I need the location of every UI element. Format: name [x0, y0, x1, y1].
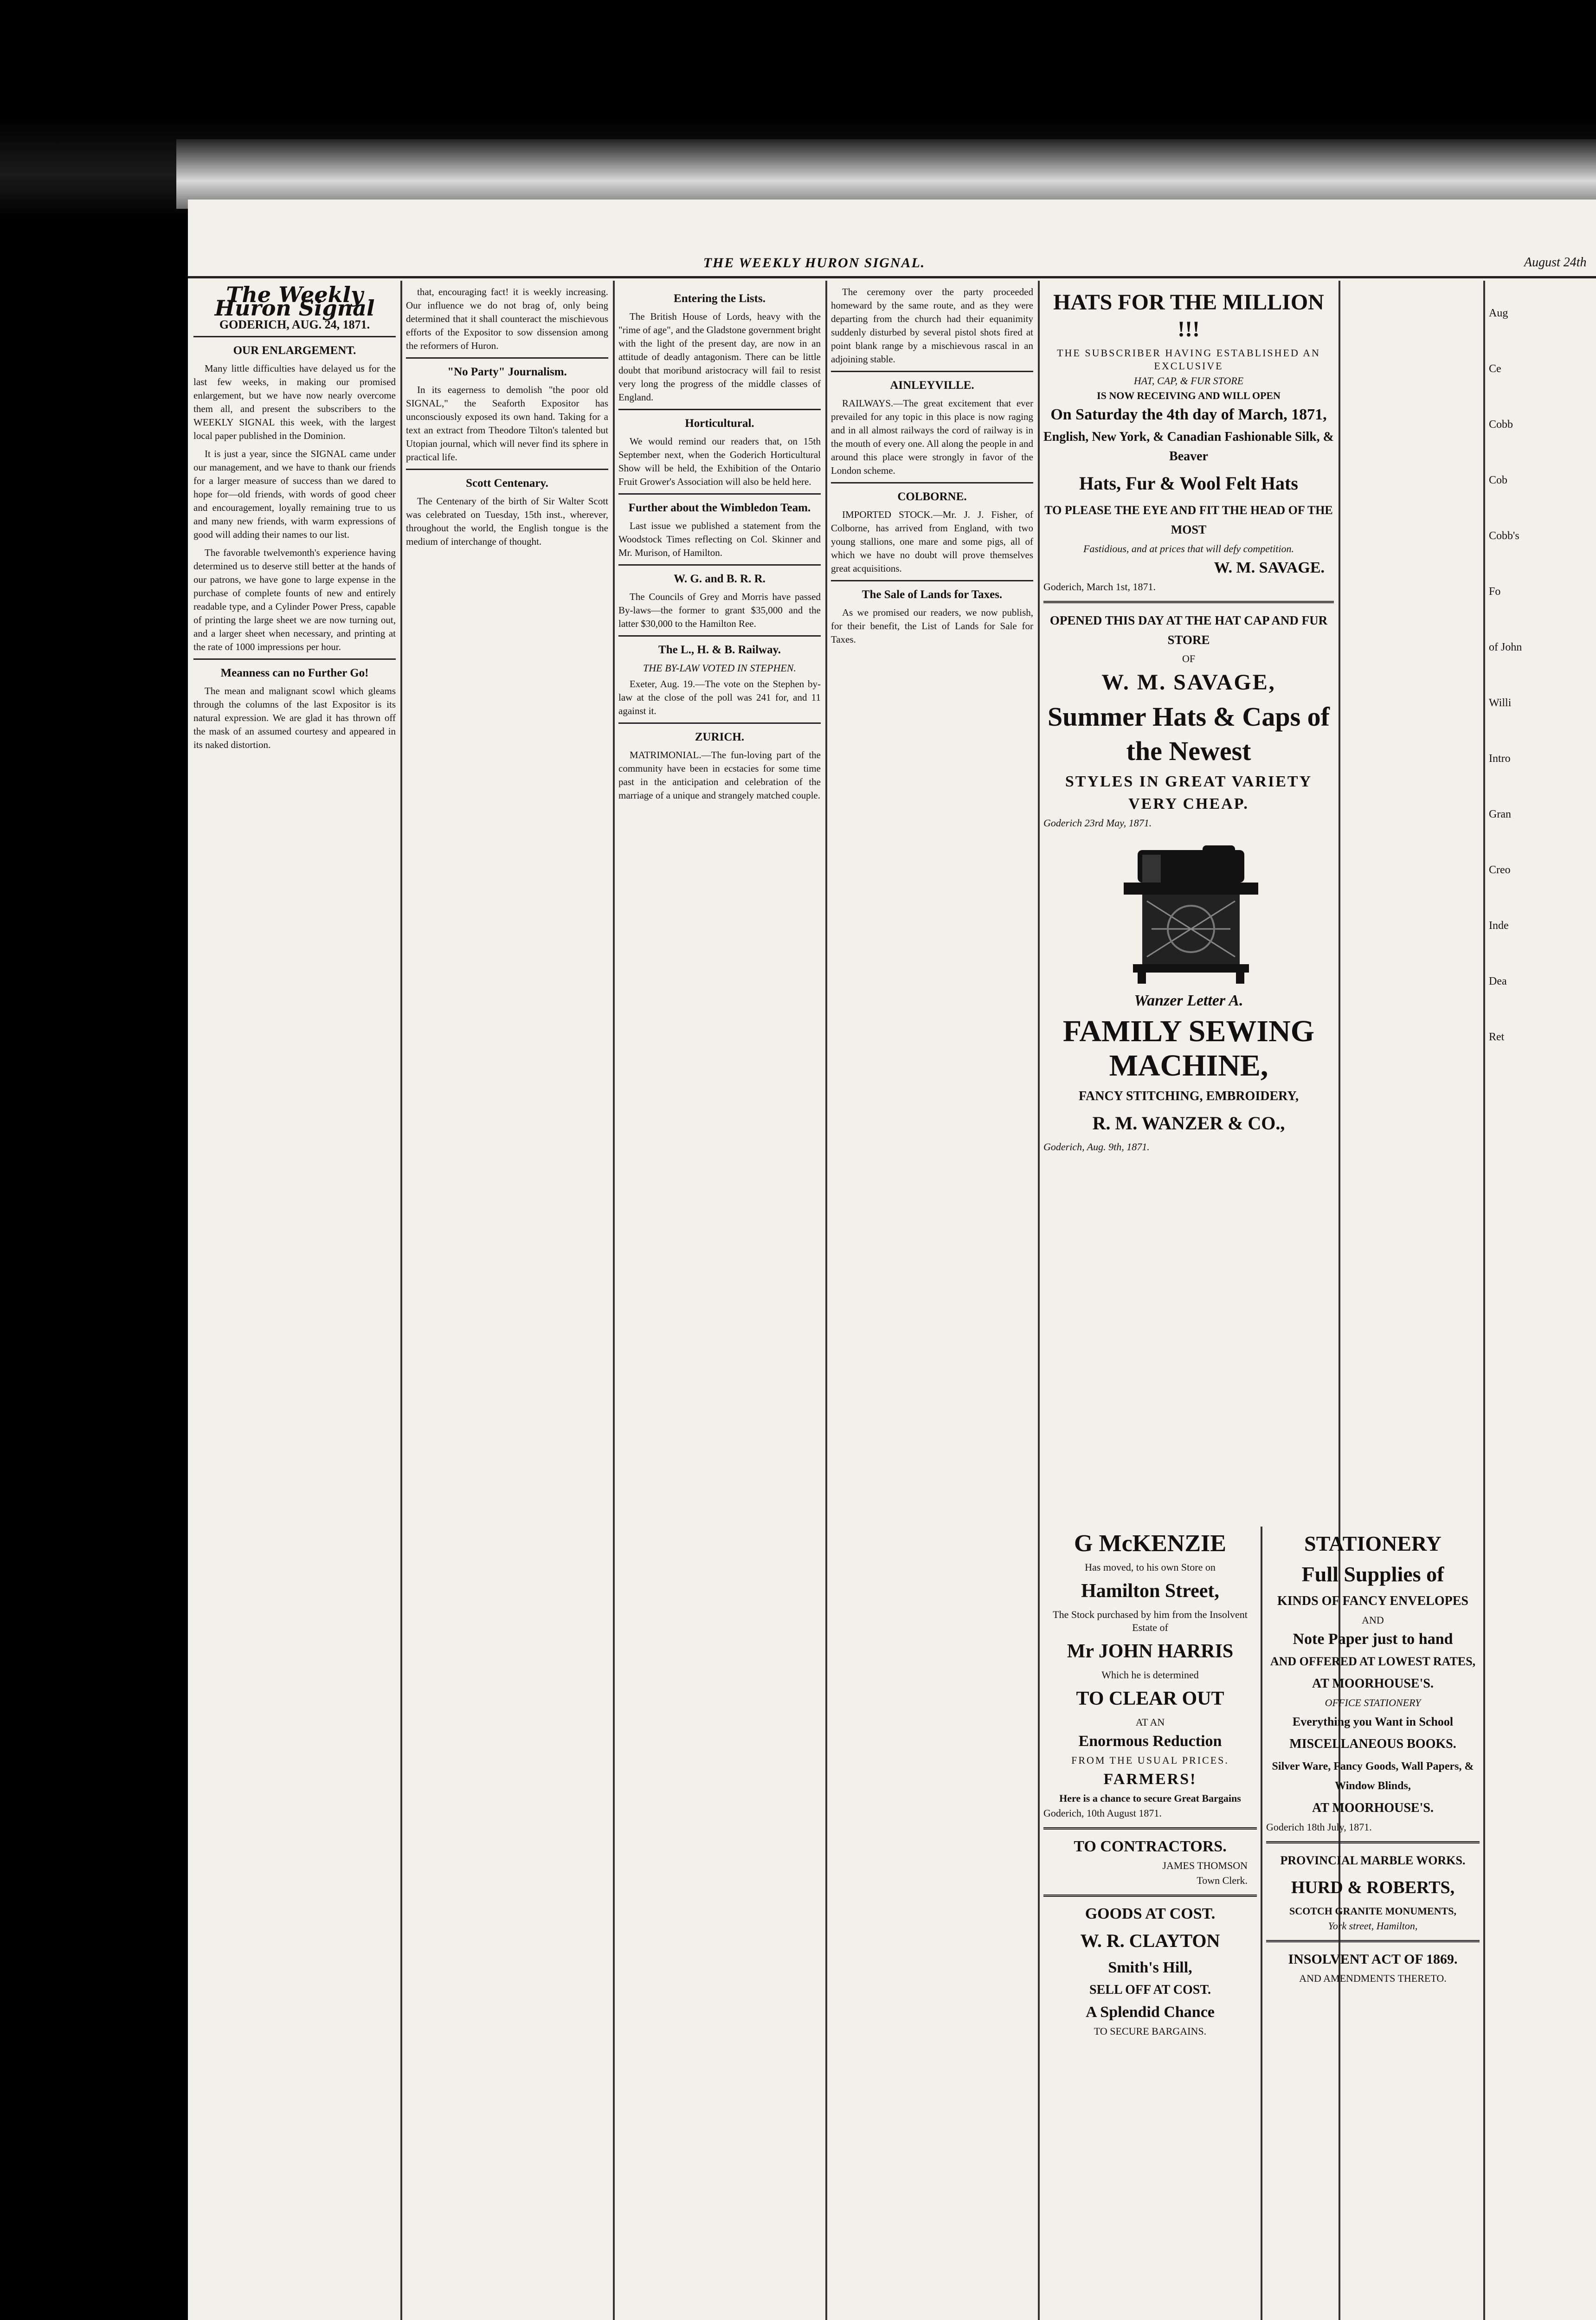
ad-text: FROM THE USUAL PRICES.: [1071, 1754, 1229, 1766]
ad-text: HAT, CAP, & FUR STORE: [1133, 375, 1244, 387]
divider: [831, 580, 1033, 581]
ad-text: Hamilton Street,: [1081, 1580, 1219, 1602]
edge-fragment: Ret: [1489, 1031, 1505, 1043]
ad-date: Goderich, 10th August 1871.: [1043, 1807, 1162, 1819]
ad-text: AND: [1362, 1614, 1384, 1626]
ad-text: VERY CHEAP.: [1128, 795, 1249, 812]
article-heading: "No Party" Journalism.: [447, 366, 567, 378]
ad-text: W. R. CLAYTON: [1080, 1930, 1220, 1951]
article-paragraph: The Centenary of the birth of Sir Walter Scott was celebrated on Tuesday, 15th inst., wherever, throughout the world, the English tongue is the medium of interchange of thought.: [406, 496, 608, 547]
ad-column-mckenzie: [1043, 1527, 1257, 2320]
ad-title: FAMILY SEWING MACHINE,: [1062, 1014, 1315, 1083]
edge-fragment: Cob: [1489, 474, 1508, 486]
ad-date: Goderich, Aug. 9th, 1871.: [1043, 1141, 1150, 1153]
divider: [1043, 601, 1334, 603]
top-rule: [188, 276, 1596, 278]
dateline: GODERICH, AUG. 24, 1871.: [219, 318, 370, 331]
ad-date: Goderich, March 1st, 1871.: [1043, 581, 1156, 593]
ad-title: Summer Hats & Caps of the Newest: [1048, 702, 1330, 766]
ad-signature: W. M. SAVAGE.: [1214, 559, 1325, 576]
ad-text: OPENED THIS DAY AT THE HAT CAP AND FUR STORE: [1049, 613, 1328, 647]
ad-text: Full Supplies of: [1301, 1562, 1444, 1586]
divider: [831, 371, 1033, 372]
ad-text: Enormous Reduction: [1078, 1733, 1222, 1750]
ad-text: Has moved, to his own Store on: [1085, 1561, 1216, 1573]
ad-column-wide: [1043, 285, 1334, 1510]
article-paragraph: The mean and malignant scowl which gleams through the columns of the last Expositor is its natural expression. We are glad it has thrown off the mask of an assumed courtesy and appeared in its naked distortion.: [193, 685, 396, 750]
divider: [618, 493, 821, 495]
column-rule: [825, 281, 827, 2320]
article-heading: Scott Centenary.: [466, 477, 548, 490]
ad-text: TO SECURE BARGAINS.: [1094, 2025, 1207, 2037]
column-rule: [1038, 281, 1040, 2320]
article-paragraph: In its eagerness to demolish "the poor old SIGNAL," the Seaforth Expositor has unconsciously exposed its own hand. Taking for a text an extract from Theodore Tilton's talented but Utopian journal, which will never find its sphere in practical life.: [406, 384, 608, 463]
column-rule: [613, 281, 615, 2320]
divider: [618, 409, 821, 410]
divider: [406, 469, 608, 470]
article-paragraph: The British House of Lords, heavy with the "rime of age", and the Gladstone government bright with the light of the present day, are now in an attitude of deadly antagonism. There can be little doubt that moribund aristocracy will fail to resist very long the progress of the middle classes of England.: [618, 311, 821, 403]
ad-text: HURD & ROBERTS,: [1291, 1878, 1455, 1897]
article-paragraph: The ceremony over the party proceeded homeward by the same route, and as they were departing from the church had their equanimity suddenly disturbed by several pistol shots fired at point blank range by a mischievous rascal in an adjoining stable.: [831, 286, 1033, 365]
article-heading: Entering the Lists.: [674, 292, 766, 305]
column-2: [406, 285, 608, 2320]
article-paragraph: that, encouraging fact! it is weekly increasing. Our influence we do not brag of, only being determined that it shall counteract the mischievous efforts of the Expositor to sow dissension among the reformers of Huron.: [406, 286, 608, 351]
divider: [1043, 1827, 1257, 1830]
edge-fragment: of John: [1489, 641, 1522, 653]
column-rule: [400, 281, 402, 2320]
ad-text: FANCY STITCHING, EMBROIDERY,: [1078, 1089, 1299, 1103]
ad-text: Hats, Fur & Wool Felt Hats: [1079, 473, 1298, 494]
ad-text: SELL OFF AT COST.: [1089, 1983, 1211, 1997]
article-paragraph: RAILWAYS.—The great excitement that ever prevailed for any topic in this place is now raging and in all almost railways the cord of railway is in the mouth of every one. All along the people in and around this place were strongly in favor of the London scheme.: [831, 398, 1033, 476]
edge-fragment: Creo: [1489, 864, 1511, 876]
ad-text: AT MOORHOUSE'S.: [1312, 1801, 1434, 1815]
ad-title: INSOLVENT ACT OF 1869.: [1288, 1952, 1458, 1967]
divider: [193, 336, 396, 337]
ad-text: Mr JOHN HARRIS: [1067, 1641, 1234, 1662]
ad-text: Here is a chance to secure Great Bargains: [1059, 1792, 1241, 1804]
article-heading: Meanness can no Further Go!: [220, 667, 369, 679]
ad-title: PROVINCIAL MARBLE WORKS.: [1280, 1854, 1466, 1867]
ad-title: HATS FOR THE MILLION !!!: [1053, 290, 1324, 342]
ad-text: Everything you Want in School: [1292, 1715, 1454, 1728]
divider: [618, 564, 821, 566]
masthead: The Weekly Huron Signal: [214, 285, 375, 321]
article-subheading: THE BY-LAW VOTED IN STEPHEN.: [643, 662, 796, 674]
ad-text: STYLES IN GREAT VARIETY: [1065, 773, 1313, 790]
ad-text: OF: [1182, 653, 1196, 664]
ad-text: Which he is determined: [1101, 1669, 1199, 1681]
article-paragraph: The favorable twelvemonth's experience having determined us to deserve still better at the hands of our patrons, we have gone to large expense in the purchase of complete founts of new and entirely readable type, and a Cylinder Power Press, capable of printing the large sheet we are now turning out, and a larger sheet when necessary, and printing at the rate of 1000 impressions per hour.: [193, 547, 396, 652]
ad-text: OFFICE STATIONERY: [1325, 1697, 1421, 1708]
article-heading: OUR ENLARGEMENT.: [233, 344, 356, 357]
article-paragraph: It is just a year, since the SIGNAL came under our management, and we have to thank our friends for a larger measure of success than we dared to hope for—old friends, with words of good cheer and encouragement, loyally remaining true to us and many new friends, with warm expressions of good will adding their names to our list.: [193, 448, 396, 540]
running-head: THE WEEKLY HURON SIGNAL.: [703, 255, 926, 271]
article-heading: Further about the Wimbledon Team.: [628, 502, 811, 514]
article-paragraph: Last issue we published a statement from the Woodstock Times reflecting on Col. Skinner and Mr. Murison, of Hamilton.: [618, 520, 821, 558]
divider: [406, 357, 608, 359]
divider: [193, 658, 396, 660]
ad-text: Note Paper just to hand: [1293, 1630, 1453, 1648]
binding-edge: [176, 139, 1596, 209]
running-date: August 24th: [1524, 255, 1587, 270]
ad-text: Smith's Hill,: [1108, 1959, 1192, 1976]
article-paragraph: Exeter, Aug. 19.—The vote on the Stephen by-law at the close of the poll was 241 for, and 11 against it.: [618, 678, 821, 716]
ad-text: FARMERS!: [1103, 1771, 1197, 1788]
column-rule: [1261, 1527, 1262, 2320]
column-rule: [1483, 281, 1485, 2320]
ad-text: TO PLEASE THE EYE AND FIT THE HEAD OF THE MOST: [1044, 503, 1333, 536]
ad-text: IS NOW RECEIVING AND WILL OPEN: [1097, 390, 1281, 401]
article-heading: Horticultural.: [685, 417, 754, 430]
ad-title: GOODS AT COST.: [1085, 1905, 1216, 1922]
edge-fragment: Aug: [1489, 307, 1508, 319]
article-paragraph: IMPORTED STOCK.—Mr. J. J. Fisher, of Colborne, has arrived from England, with two young stallions, one mare and some pigs, all of which we have no doubt will prove themselves great acquisitions.: [831, 509, 1033, 574]
column-1: [193, 285, 396, 2320]
article-paragraph: We would remind our readers that, on 15th September next, when the Goderich Horticultural Show will be held, the Exhibition of the Ontario Fruit Grower's Association will also be held here.: [618, 436, 821, 487]
ad-text: AT AN: [1135, 1716, 1165, 1728]
ad-text: York street, Hamilton,: [1328, 1920, 1418, 1932]
edge-fragment: Willi: [1489, 697, 1512, 709]
article-heading: The L., H. & B. Railway.: [658, 644, 781, 656]
ad-text: Wanzer Letter A.: [1134, 992, 1243, 1009]
ad-text: KINDS OF FANCY ENVELOPES: [1277, 1594, 1468, 1608]
divider: [1266, 1841, 1480, 1843]
divider: [618, 722, 821, 724]
ad-text: A Splendid Chance: [1086, 2004, 1215, 2021]
article-paragraph: The Councils of Grey and Morris have passed By-laws—the former to grant $35,000 and the latter $30,000 to the Hamilton Ree.: [618, 591, 821, 629]
divider: [618, 635, 821, 637]
sewing-machine-illustration: [1087, 836, 1291, 985]
edge-fragment: Dea: [1489, 975, 1507, 987]
ad-text: AT MOORHOUSE'S.: [1312, 1676, 1434, 1691]
article-paragraph: MATRIMONIAL.—The fun-loving part of the community have been in ecstacies for some time past in the anticipation and celebration of the marriage of a unique and strangely matched couple.: [618, 749, 821, 801]
article-paragraph: As we promised our readers, we now publish, for their benefit, the List of Lands for Sale for Taxes.: [831, 607, 1033, 645]
ad-title: TO CONTRACTORS.: [1074, 1838, 1227, 1855]
ad-text: SCOTCH GRANITE MONUMENTS,: [1289, 1905, 1456, 1917]
divider: [831, 482, 1033, 483]
adjacent-page-edge: [1489, 285, 1594, 2320]
edge-fragment: Intro: [1489, 753, 1511, 765]
ad-text: THE SUBSCRIBER HAVING ESTABLISHED AN EXCLUSIVE: [1057, 347, 1320, 372]
article-heading: COLBORNE.: [897, 490, 967, 503]
edge-fragment: Cobb's: [1489, 530, 1519, 542]
ad-text: English, New York, & Canadian Fashionable Silk, & Beaver: [1043, 430, 1334, 464]
article-paragraph: Many little difficulties have delayed us for the last few weeks, in making our promised enlargement, but we have now nearly overcome them all, and present the subscribers to the WEEKLY SIGNAL this week, with the largest local paper published in the Dominion.: [193, 363, 396, 441]
newspaper-page: [188, 200, 1596, 2320]
ad-title: G McKENZIE: [1074, 1530, 1226, 1557]
ad-signature: Town Clerk.: [1197, 1875, 1248, 1886]
ad-title: STATIONERY: [1304, 1532, 1442, 1555]
edge-fragment: Ce: [1489, 363, 1501, 375]
article-heading: ZURICH.: [695, 731, 745, 743]
article-heading: AINLEYVILLE.: [890, 379, 974, 392]
column-3: [618, 285, 821, 2320]
ad-date: Goderich 18th July, 1871.: [1266, 1821, 1372, 1833]
ad-signature: R. M. WANZER & CO.,: [1092, 1113, 1285, 1134]
ad-column-stationery: [1266, 1527, 1480, 2320]
ad-text: W. M. SAVAGE,: [1101, 670, 1276, 695]
ad-text: The Stock purchased by him from the Insolvent Estate of: [1053, 1609, 1248, 1633]
edge-fragment: Cobb: [1489, 419, 1513, 431]
divider: [1266, 1940, 1480, 1942]
column-4: [831, 285, 1033, 2320]
edge-fragment: Fo: [1489, 586, 1501, 598]
ad-text: AND AMENDMENTS THERETO.: [1299, 1972, 1447, 1984]
edge-fragment: Gran: [1489, 808, 1511, 820]
divider: [1043, 1895, 1257, 1897]
article-heading: W. G. and B. R. R.: [674, 573, 766, 585]
scan-border-left: [0, 218, 188, 2320]
edge-fragment: Inde: [1489, 920, 1509, 932]
article-heading: The Sale of Lands for Taxes.: [862, 588, 1003, 601]
ad-text: AND OFFERED AT LOWEST RATES,: [1270, 1655, 1476, 1668]
ad-text: On Saturday the 4th day of March, 1871,: [1050, 406, 1327, 423]
ad-text: Fastidious, and at prices that will defy competition.: [1083, 543, 1294, 554]
ad-text: Silver Ware, Fancy Goods, Wall Papers, & Window Blinds,: [1272, 1760, 1474, 1792]
ad-text: MISCELLANEOUS BOOKS.: [1289, 1737, 1456, 1751]
ad-date: Goderich 23rd May, 1871.: [1043, 817, 1152, 829]
ad-signature: JAMES THOMSON: [1162, 1860, 1248, 1871]
ad-text: TO CLEAR OUT: [1076, 1688, 1224, 1709]
